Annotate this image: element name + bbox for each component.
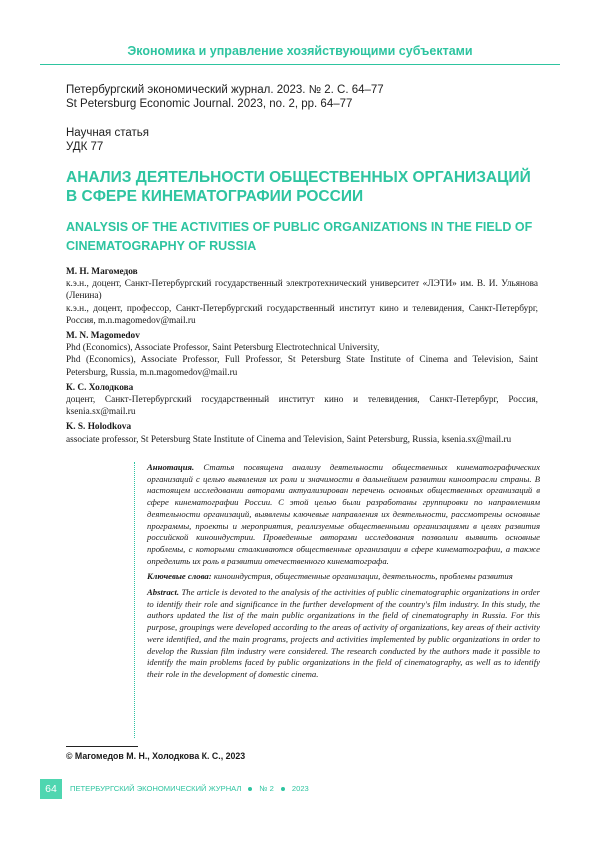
annotation-text: Статья посвящена анализу деятельности общественных кинематографических организаций с целью выявления их роли и значимости в дальнейшем развитии киноотрасли страны. В настоящем исследовании авторами актуализирован перечень основных общественных организаций в сфере кинематографии России. С этой целью были разработаны группировки по направлениям деятельности организаций, выявлены ключевые направления их деятельности, рассмотрены основные программы, проекты и мероприятия, реализуемые общественными организациями в целях развития российской киноиндустрии. Проведенные авторами исследования позволили выявить основные проблемы, с которыми сталкиваются общественные организации в сфере кинематографии, а также определить их роль в развитии отечественного кинематографа. bbox=[147, 462, 541, 566]
title-ru: АНАЛИЗ ДЕЯТЕЛЬНОСТИ ОБЩЕСТВЕННЫХ ОРГАНИЗАЦИЙ В СФЕРЕ КИНЕМАТОГРАФИИ РОССИИ bbox=[66, 169, 531, 205]
section-divider bbox=[40, 64, 560, 65]
keywords-label: Ключевые слова: bbox=[147, 571, 212, 582]
author-name: K. S. Holodkova bbox=[66, 422, 132, 433]
author-affiliation: доцент, Санкт-Петербургский государственный институт кино и телевидения, Санкт-Петербург, Россия, ksenia.sx@mail.ru bbox=[66, 395, 538, 418]
author-name: М. Н. Магомедов bbox=[66, 267, 138, 277]
abstract-text: The article is devoted to the analysis of the activities of public cinematographic organizations in order to identify their role and significance in the further development of the country's film industry. In this study, the authors updated the list of the main public organizations in the field of cinematography in Russia. For this purpose, groupings were developed according to the areas of activity of organizations, key areas of their activity were identified, and the main programs, projects and activities implemented by public organizations in order to develop the Russian film industry were considered. The research conducted by the authors made it possible to identify the main problems faced by public organizations in the field of cinematography, as well as to identify their role in the development of domestic cinema. bbox=[147, 587, 540, 679]
annotation-label: Аннотация. bbox=[147, 462, 195, 472]
author-affiliation: Phd (Economics), Associate Professor, Saint Petersburg Electrotechnical University, bbox=[66, 343, 380, 354]
author-affiliation: к.э.н., доцент, профессор, Санкт-Петербургский государственный институт кино и телевидения, Санкт-Петербург, Россия, m.n.magomedov@mail.ru bbox=[66, 303, 538, 326]
abstract-paragraph bbox=[147, 587, 540, 681]
title-en: ANALYSIS OF THE ACTIVITIES OF PUBLIC ORGANIZATIONS IN THE FIELD OF CINEMATOGRAPHY OF RUSSIA bbox=[66, 220, 533, 253]
author-affiliation: к.э.н., доцент, Санкт-Петербургский государственный электротехнический университет «ЛЭТИ» им. В. И. Ульянова (Ленина) bbox=[66, 279, 538, 302]
page-footer bbox=[40, 779, 360, 799]
author-affiliation: Phd (Economics), Associate Professor, Full Professor, St Petersburg State Institute of Cinema and Television, Saint Petersburg, Russia, m.n.magomedov@mail.ru bbox=[66, 355, 538, 378]
footer-journal: ПЕТЕРБУРГСКИЙ ЭКОНОМИЧЕСКИЙ ЖУРНАЛ bbox=[70, 784, 242, 793]
bullet-icon bbox=[248, 787, 252, 791]
keywords-text: киноиндустрия, общественные организации, деятельность, проблемы развития bbox=[213, 571, 513, 582]
citation-en: St Petersburg Economic Journal. 2023, no. 2, pp. 64–77 bbox=[66, 98, 353, 110]
author-affiliation: associate professor, St Petersburg State Institute of Cinema and Television, Saint Petersburg, Russia, ksenia.sx@mail.ru bbox=[66, 434, 512, 445]
copyright: © Магомедов М. Н., Холодкова К. С., 2023 bbox=[66, 751, 246, 761]
authors-block bbox=[66, 266, 538, 446]
page-number: 64 bbox=[40, 779, 62, 799]
author-name: К. С. Холодкова bbox=[66, 382, 134, 393]
footer-text bbox=[70, 779, 309, 799]
author-name: M. N. Magomedov bbox=[66, 331, 140, 342]
article-type: Научная статья bbox=[66, 127, 149, 139]
annotation-paragraph bbox=[147, 462, 540, 567]
citation-ru: Петербургский экономический журнал. 2023. № 2. С. 64–77 bbox=[66, 84, 384, 96]
udc-code: УДК 77 bbox=[66, 141, 104, 153]
abstract-label: Abstract. bbox=[147, 587, 180, 598]
abstract-box bbox=[134, 462, 540, 738]
footer-issue: № 2 bbox=[259, 784, 274, 793]
footer-year: 2023 bbox=[291, 784, 309, 793]
copyright-divider bbox=[66, 746, 138, 747]
bullet-icon bbox=[281, 787, 285, 791]
keywords-paragraph bbox=[147, 571, 540, 583]
section-heading: Экономика и управление хозяйствующими субъектами bbox=[127, 44, 473, 58]
